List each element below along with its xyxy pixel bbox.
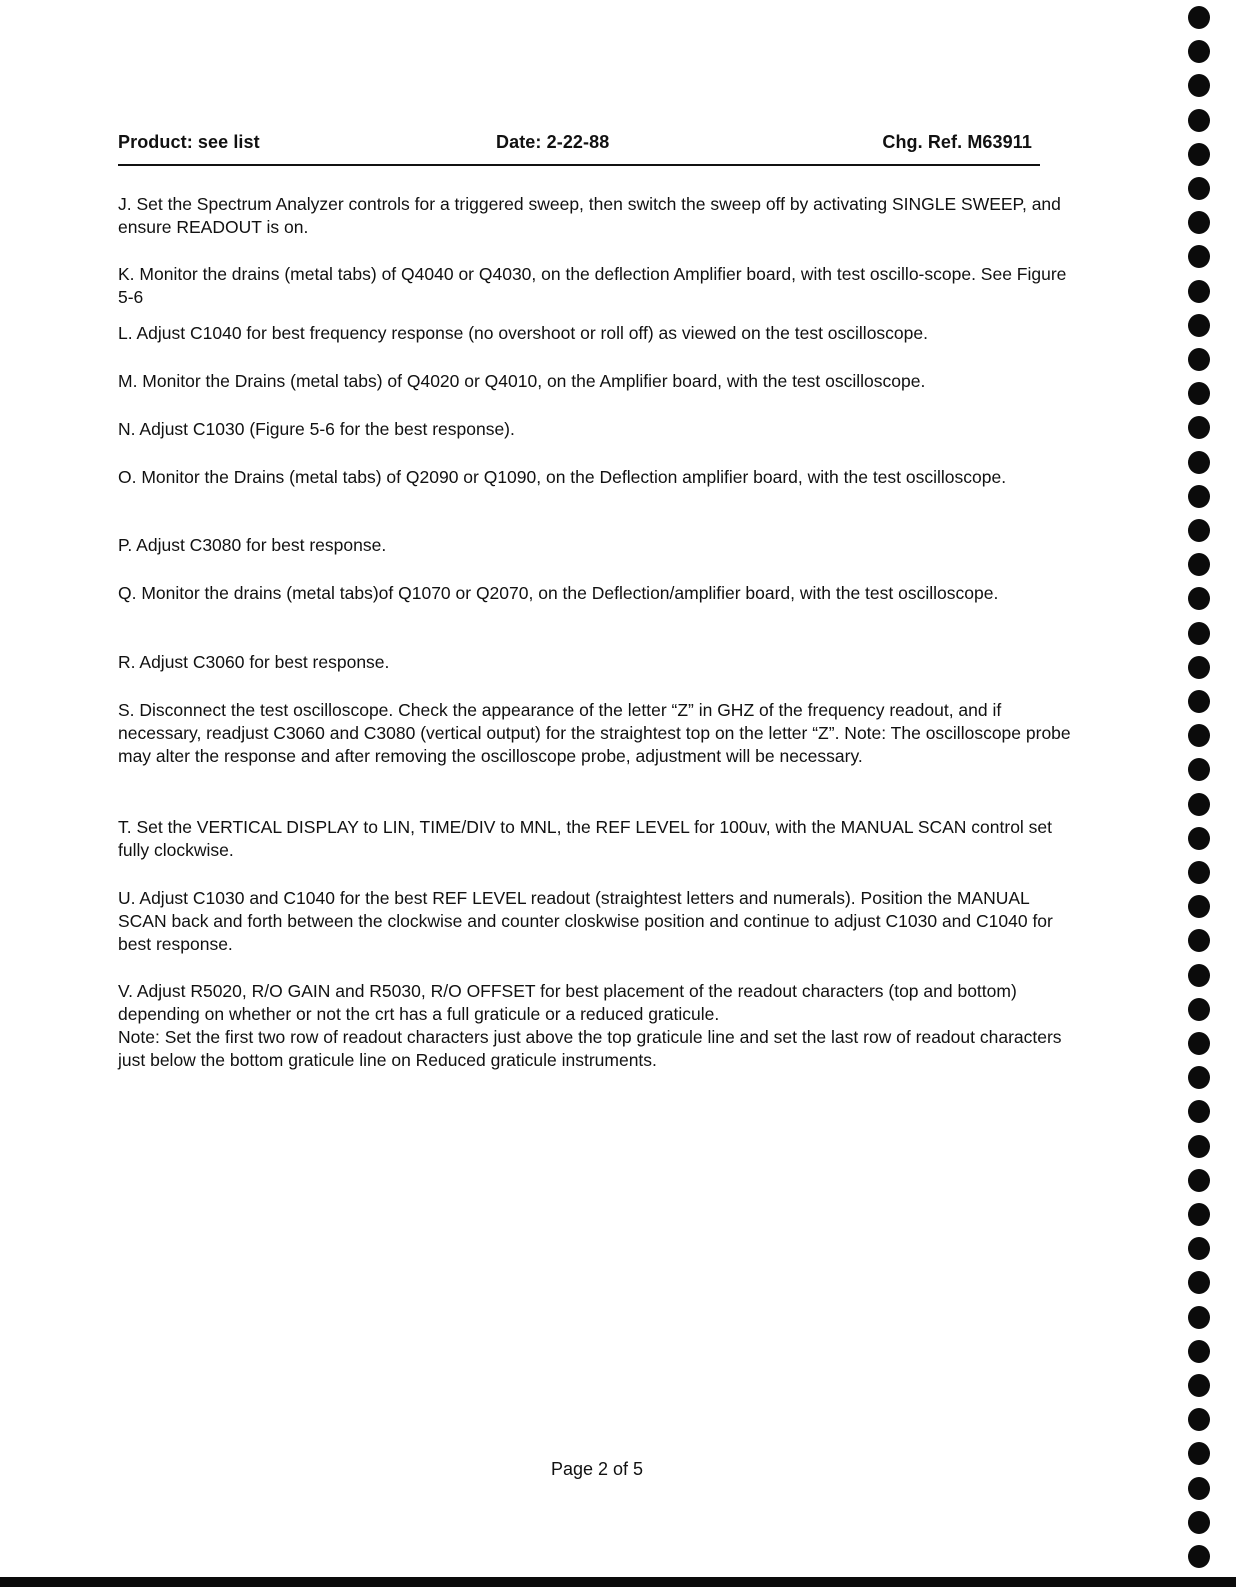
binder-hole bbox=[1188, 314, 1210, 337]
binder-hole bbox=[1188, 6, 1210, 29]
step-j: J. Set the Spectrum Analyzer controls for a triggered sweep, then switch the sweep off by activating SINGLE SWEEP, and ensure READOUT is on. bbox=[118, 194, 1061, 237]
binder-hole bbox=[1188, 587, 1210, 610]
binder-hole bbox=[1188, 416, 1210, 439]
step-l: L. Adjust C1040 for best frequency response (no overshoot or roll off) as viewed on the test oscilloscope. bbox=[118, 323, 928, 343]
binder-hole bbox=[1188, 998, 1210, 1021]
binder-hole bbox=[1188, 929, 1210, 952]
step-k: K. Monitor the drains (metal tabs) of Q4040 or Q4030, on the deflection Amplifier board, with test oscillo-scope. See Figure 5-6 bbox=[118, 264, 1067, 307]
binder-hole bbox=[1188, 1032, 1210, 1055]
binder-hole bbox=[1188, 1237, 1210, 1260]
scan-edge-bar bbox=[0, 1577, 1236, 1587]
binder-hole bbox=[1188, 690, 1210, 713]
binder-hole bbox=[1188, 177, 1210, 200]
binder-hole bbox=[1188, 827, 1210, 850]
step-p: P. Adjust C3080 for best response. bbox=[118, 535, 387, 555]
step-s: S. Disconnect the test oscilloscope. Check the appearance of the letter “Z” in GHZ of the frequency readout, and if necessary, readjust C3060 and C3080 (vertical output) for the straightest top on the letter “Z”. Note: The oscilloscope probe may alter the response and after removing the oscilloscope probe, adjustment will be necessary. bbox=[118, 700, 1071, 766]
step-r: R. Adjust C3060 for best response. bbox=[118, 652, 390, 672]
binder-hole bbox=[1188, 1374, 1210, 1397]
binder-hole bbox=[1188, 656, 1210, 679]
binder-hole bbox=[1188, 348, 1210, 371]
binder-hole bbox=[1188, 1511, 1210, 1534]
binder-hole bbox=[1188, 1477, 1210, 1500]
binder-hole bbox=[1188, 1135, 1210, 1158]
binder-hole bbox=[1188, 1306, 1210, 1329]
step-o: O. Monitor the Drains (metal tabs) of Q2090 or Q1090, on the Deflection amplifier board, with the test oscilloscope. bbox=[118, 467, 1007, 487]
change-ref-label: Chg. Ref. M63911 bbox=[882, 132, 1032, 152]
binder-hole bbox=[1188, 74, 1210, 97]
binder-hole bbox=[1188, 143, 1210, 166]
step-q: Q. Monitor the drains (metal tabs)of Q1070 or Q2070, on the Deflection/amplifier board, with the test oscilloscope. bbox=[118, 583, 999, 603]
binder-hole bbox=[1188, 1442, 1210, 1465]
binder-hole bbox=[1188, 1203, 1210, 1226]
binder-hole bbox=[1188, 1100, 1210, 1123]
binder-hole bbox=[1188, 1545, 1210, 1568]
step-u: U. Adjust C1030 and C1040 for the best REF LEVEL readout (straightest letters and numerals). Position the MANUAL SCAN back and forth between the clockwise and counter closkwise position and continue to adjust C1030 and C1040 for best response. bbox=[118, 888, 1053, 954]
binder-hole bbox=[1188, 280, 1210, 303]
binder-hole bbox=[1188, 793, 1210, 816]
step-v-note: Note: Set the first two row of readout characters just above the top graticule line and set the last row of readout characters just below the bottom graticule line on Reduced graticule instruments. bbox=[118, 1027, 1062, 1070]
step-v: V. Adjust R5020, R/O GAIN and R5030, R/O OFFSET for best placement of the readout characters (top and bottom) depending on whether or not the crt has a full graticule or a reduced graticule. bbox=[118, 981, 1017, 1024]
binder-hole bbox=[1188, 1340, 1210, 1363]
binder-hole bbox=[1188, 519, 1210, 542]
step-m: M. Monitor the Drains (metal tabs) of Q4020 or Q4010, on the Amplifier board, with the test oscilloscope. bbox=[118, 371, 926, 391]
binder-hole bbox=[1188, 724, 1210, 747]
binder-hole bbox=[1188, 382, 1210, 405]
binder-hole bbox=[1188, 1169, 1210, 1192]
date-label: Date: 2-22-88 bbox=[496, 132, 610, 152]
binder-hole bbox=[1188, 40, 1210, 63]
binder-hole bbox=[1188, 622, 1210, 645]
binder-hole bbox=[1188, 451, 1210, 474]
binder-holes bbox=[1180, 0, 1220, 1587]
binder-hole bbox=[1188, 245, 1210, 268]
binder-hole bbox=[1188, 1066, 1210, 1089]
binder-hole bbox=[1188, 1408, 1210, 1431]
binder-hole bbox=[1188, 964, 1210, 987]
step-n: N. Adjust C1030 (Figure 5-6 for the best response). bbox=[118, 419, 515, 439]
binder-hole bbox=[1188, 861, 1210, 884]
binder-hole bbox=[1188, 211, 1210, 234]
binder-hole bbox=[1188, 758, 1210, 781]
binder-hole bbox=[1188, 109, 1210, 132]
product-label: Product: see list bbox=[118, 132, 260, 152]
page-number: Page 2 of 5 bbox=[550, 1459, 644, 1479]
page-header bbox=[118, 130, 1040, 166]
step-t: T. Set the VERTICAL DISPLAY to LIN, TIME/DIV to MNL, the REF LEVEL for 100uv, with the MANUAL SCAN control set fully clockwise. bbox=[118, 817, 1053, 860]
binder-hole bbox=[1188, 1271, 1210, 1294]
binder-hole bbox=[1188, 895, 1210, 918]
binder-hole bbox=[1188, 553, 1210, 576]
binder-hole bbox=[1188, 485, 1210, 508]
